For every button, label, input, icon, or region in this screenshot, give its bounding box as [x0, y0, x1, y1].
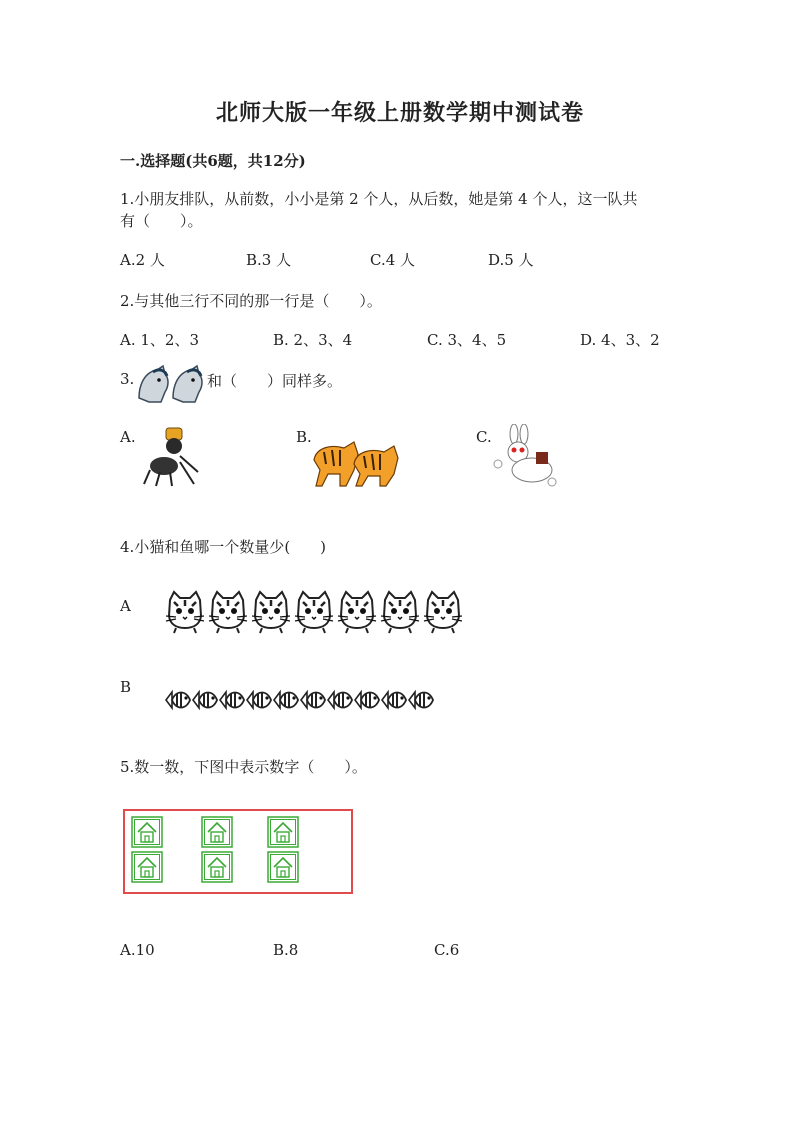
house-frame [123, 809, 353, 894]
question-2-text: 2.与其他三行不同的那一行是（ ）。 [120, 292, 382, 310]
question-1-line-2: 有（ ）。 [120, 212, 203, 230]
rabbit-image [492, 424, 562, 488]
house-icon [268, 852, 298, 882]
fish-icon [355, 692, 379, 708]
house-icon [202, 817, 232, 847]
fish-icon [166, 692, 190, 708]
question-3-number: 3. [120, 370, 135, 388]
fish-icon [301, 692, 325, 708]
tiger-icon [354, 446, 398, 486]
cat-icon [295, 592, 333, 633]
cat-icon [424, 592, 462, 633]
ant-icon [144, 428, 198, 486]
question-5-text: 5.数一数，下图中表示数字（ ）。 [120, 758, 367, 776]
question-2-option-b[interactable]: B. 2、3、4 [273, 331, 353, 349]
question-2-option-c[interactable]: C. 3、4、5 [427, 331, 507, 349]
horse-pair-image [135, 364, 205, 404]
cat-icon [209, 592, 247, 633]
cat-icon [381, 592, 419, 633]
question-5-option-b[interactable]: B.8 [273, 941, 299, 959]
house-icon [132, 852, 162, 882]
house-icon [132, 817, 162, 847]
fish-icon [247, 692, 271, 708]
fish-icon [328, 692, 352, 708]
question-3-text: 和（ ）同样多。 [207, 372, 343, 390]
question-3-option-b[interactable]: B. [296, 428, 312, 446]
question-3-option-a[interactable]: A. [120, 428, 136, 446]
cat-row [164, 590, 465, 638]
fish-icon [382, 692, 406, 708]
question-1-option-b[interactable]: B.3 人 [246, 251, 292, 269]
question-2-option-a[interactable]: A. 1、2、3 [120, 331, 199, 349]
horse-icon [173, 366, 202, 402]
question-1-line-1: 1.小朋友排队，从前数，小小是第 2 个人，从后数，她是第 4 个人，这一队共 [120, 190, 638, 208]
fish-icon [409, 692, 433, 708]
cat-icon [252, 592, 290, 633]
cat-icon [338, 592, 376, 633]
question-5-option-a[interactable]: A.10 [120, 941, 155, 959]
question-1-option-a[interactable]: A.2 人 [120, 251, 165, 269]
question-5-option-c[interactable]: C.6 [434, 941, 460, 959]
horse-icon [139, 366, 168, 402]
ant-image [140, 426, 204, 490]
fish-icon [193, 692, 217, 708]
question-2-option-d[interactable]: D. 4、3、2 [580, 331, 660, 349]
question-4-row-b-label[interactable]: B [120, 678, 132, 696]
house-icon [268, 817, 298, 847]
cat-icon [166, 592, 204, 633]
tiger-icon [314, 442, 358, 486]
question-1-option-d[interactable]: D.5 人 [488, 251, 534, 269]
fish-row [164, 686, 434, 718]
fish-icon [274, 692, 298, 708]
section-heading: 一.选择题(共6题，共12分) [120, 152, 306, 170]
question-1-option-c[interactable]: C.4 人 [370, 251, 416, 269]
fish-icon [220, 692, 244, 708]
page-title: 北师大版一年级上册数学期中测试卷 [215, 100, 584, 126]
rabbit-icon [494, 424, 556, 486]
house-icon [202, 852, 232, 882]
question-4-row-a-label[interactable]: A [120, 597, 131, 615]
question-4-text: 4.小猫和鱼哪一个数量少( ) [120, 538, 327, 556]
question-3-option-c[interactable]: C. [476, 428, 492, 446]
tiger-pair-image [310, 430, 402, 488]
